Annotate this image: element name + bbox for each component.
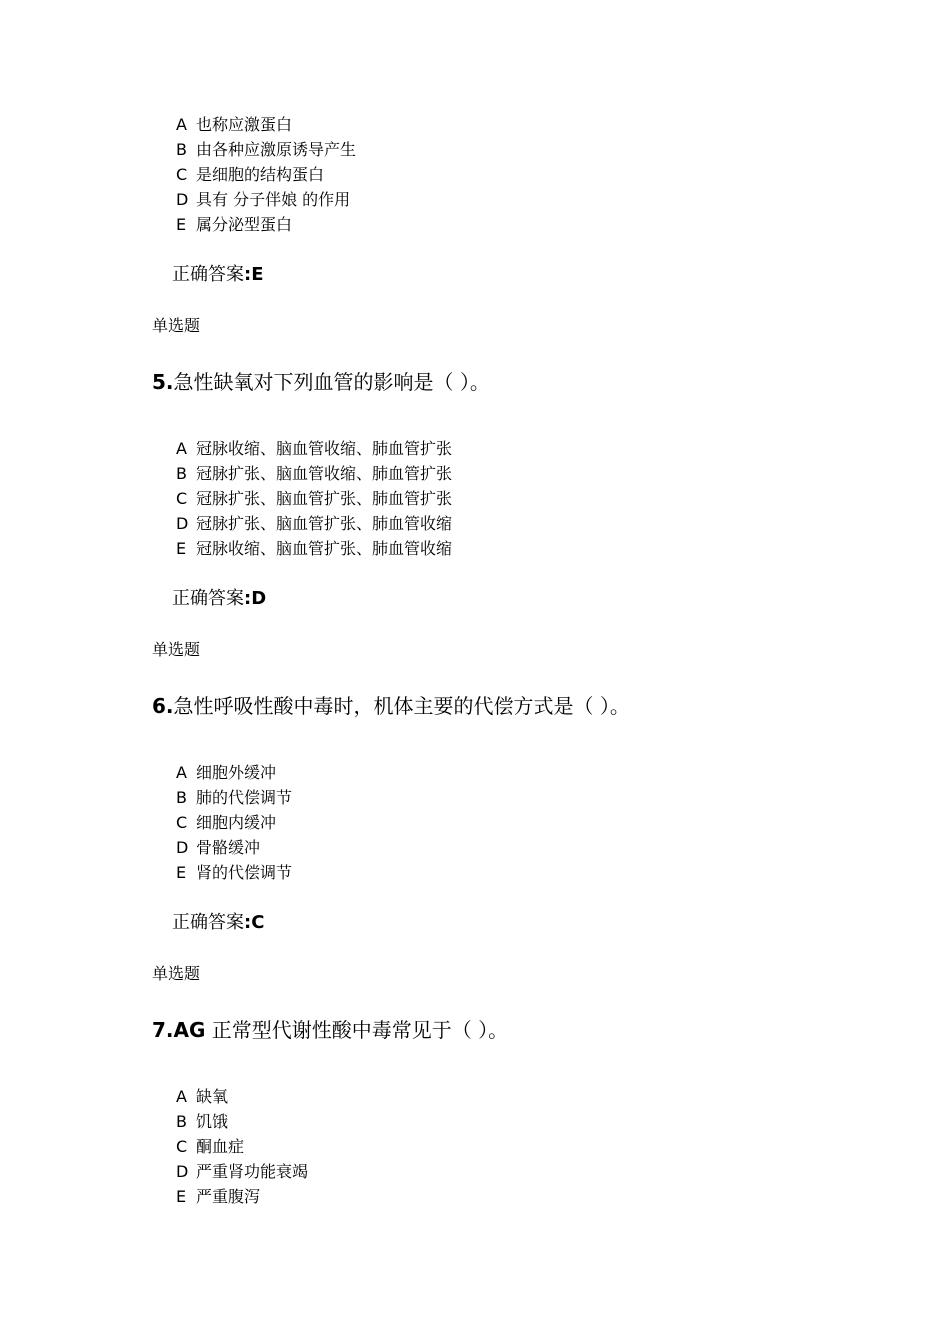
option-text: 由各种应激原诱导产生 [196,140,357,159]
option-letter: E [176,539,187,558]
option-text: 冠脉收缩、脑血管收缩、肺血管扩张 [196,439,453,458]
option-text: 酮血症 [196,1137,245,1156]
option-letter: C [176,813,188,832]
option-text: 冠脉扩张、脑血管扩张、肺血管扩张 [196,489,453,508]
option-letter: E [176,1187,187,1206]
q5-correct-answer [172,587,266,611]
question-number: 7.AG [152,1018,206,1042]
option-text: 细胞内缓冲 [196,813,277,832]
option-text: 冠脉扩张、脑血管收缩、肺血管扩张 [196,464,453,483]
option-letter: D [176,1162,189,1181]
option-e [176,536,452,561]
q6-correct-answer [172,911,264,935]
option-text: 严重腹泻 [196,1187,261,1206]
option-text: 属分泌型蛋白 [196,215,293,234]
option-a [176,436,452,461]
option-letter: A [176,439,187,458]
q6-title [152,692,630,720]
option-text: 冠脉收缩、脑血管扩张、肺血管收缩 [196,539,453,558]
option-text: 是细胞的结构蛋白 [196,165,325,184]
option-letter: B [176,788,187,807]
option-b [176,461,452,486]
question-stem: 急性缺氧对下列血管的影响是（ ）。 [173,370,490,394]
option-b [176,137,356,162]
option-letter: A [176,763,187,782]
question-stem: 正常型代谢性酸中毒常见于（ ）。 [205,1018,509,1042]
option-c [176,162,356,187]
option-letter: E [176,215,187,234]
option-e [176,1184,308,1209]
q6-type-label: 单选题 [152,640,201,659]
question-stem: 急性呼吸性酸中毒时，机体主要的代偿方式是（ ）。 [173,694,630,718]
answer-label: 正确答案 [172,588,244,609]
answer-label: 正确答案 [172,264,244,285]
q6-options [176,760,292,885]
option-letter: D [176,514,189,533]
q5-type-label: 单选题 [152,316,201,335]
option-letter: D [176,838,189,857]
option-letter: B [176,464,187,483]
option-letter: A [176,1087,187,1106]
option-letter: A [176,115,187,134]
option-d [176,835,292,860]
option-text: 细胞外缓冲 [196,763,277,782]
option-text: 缺氧 [196,1087,229,1106]
q7-title [152,1016,508,1044]
question-number: 5. [152,370,174,394]
option-letter: C [176,489,188,508]
question-number: 6. [152,694,174,718]
option-d [176,511,452,536]
q5-options [176,436,452,561]
option-text: 骨骼缓冲 [196,838,261,857]
option-a [176,760,292,785]
option-letter: B [176,140,187,159]
answer-value: :E [244,264,264,285]
option-letter: D [176,190,189,209]
option-c [176,486,452,511]
option-text: 具有 分子伴娘 的作用 [196,190,351,209]
option-text: 饥饿 [196,1112,229,1131]
option-b [176,1109,308,1134]
answer-value: :C [244,912,265,933]
option-text: 肺的代偿调节 [196,788,293,807]
q4-options [176,112,356,237]
option-b [176,785,292,810]
q7-type-label: 单选题 [152,964,201,983]
option-c [176,810,292,835]
option-text: 冠脉扩张、脑血管扩张、肺血管收缩 [196,514,453,533]
option-text: 严重肾功能衰竭 [196,1162,309,1181]
option-letter: E [176,863,187,882]
option-a [176,1084,308,1109]
option-text: 也称应激蛋白 [196,115,293,134]
option-d [176,187,356,212]
q7-options [176,1084,308,1209]
option-letter: C [176,1137,188,1156]
option-text: 肾的代偿调节 [196,863,293,882]
option-c [176,1134,308,1159]
answer-value: :D [244,588,267,609]
answer-label: 正确答案 [172,912,244,933]
option-a [176,112,356,137]
option-e [176,212,356,237]
option-d [176,1159,308,1184]
q4-correct-answer [172,263,264,287]
q5-title [152,368,490,396]
option-letter: C [176,165,188,184]
option-letter: B [176,1112,187,1131]
option-e [176,860,292,885]
